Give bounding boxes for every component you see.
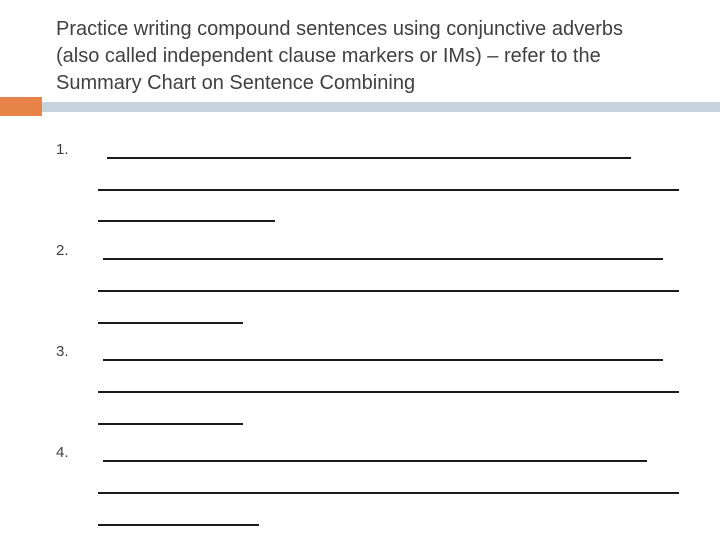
title-line-3: Summary Chart on Sentence Combining	[56, 72, 416, 94]
answer-line-4c[interactable]	[98, 524, 259, 526]
item-number-3: 3.	[56, 343, 69, 360]
answer-line-2a[interactable]	[103, 258, 663, 260]
answer-line-1c[interactable]	[98, 220, 275, 222]
answer-line-3a[interactable]	[103, 359, 663, 361]
answer-line-1a[interactable]	[107, 157, 631, 159]
accent-block	[0, 97, 42, 116]
answer-line-4a[interactable]	[103, 460, 647, 462]
answer-line-3c[interactable]	[98, 423, 243, 425]
answer-line-2b[interactable]	[98, 290, 679, 292]
answer-line-4b[interactable]	[98, 492, 679, 494]
answer-line-1b[interactable]	[98, 189, 679, 191]
item-number-2: 2.	[56, 242, 69, 259]
answer-line-2c[interactable]	[98, 322, 243, 324]
item-number-4: 4.	[56, 444, 69, 461]
page-title	[56, 16, 696, 97]
divider-bar	[42, 102, 720, 112]
title-line-1: Practice writing compound sentences using conjunctive adverbs	[56, 18, 623, 40]
answer-line-3b[interactable]	[98, 391, 679, 393]
item-number-1: 1.	[56, 141, 69, 158]
title-line-2: (also called independent clause markers or IMs) – refer to the	[56, 45, 601, 67]
